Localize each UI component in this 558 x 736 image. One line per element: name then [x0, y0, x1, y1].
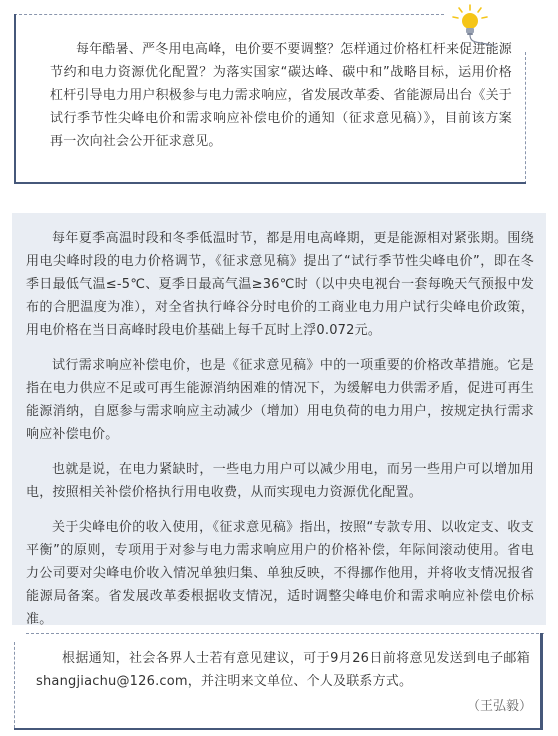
intro-paragraph: 每年酷暑、严冬用电高峰，电价要不要调整？怎样通过价格杠杆来促进能源节约和电力资源优化配置？为落实国家“碳达峰、碳中和”战略目标，运用价格杠杆引导电力用户积极参与电力需求响应，省发展改革委、省能源局出台《关于试行季节性尖峰电价和需求响应补偿电价的通知（征求意见稿）》，目前该方案再一次向社会公开征求意见。 [50, 42, 513, 149]
footer-paragraph: 根据通知，社会各界人士若有意见建议，可于9月26日前将意见发送到电子邮箱shangjiachu@126.com，并注明来文单位、个人及联系方式。 [36, 651, 530, 689]
lightbulb-icon [448, 4, 498, 54]
body-paragraph-4: 关于尖峰电价的收入使用，《征求意见稿》指出，按照“专款专用、以收定支、收支平衡”的原则，专项用于对参与电力需求响应用户的价格补偿，年际间滚动使用。省电力公司要对尖峰电价收入情况单独归集、单独反映，不得挪作他用，并将收支情况报省能源局备案。省发展改革委根据收支情况，适时调整尖峰电价和需求响应补偿电价标准。 [26, 520, 534, 627]
body-paragraph-2: 试行需求响应补偿电价，也是《征求意见稿》中的一项重要的价格改革措施。它是指在电力供应不足或可再生能源消纳困难的情况下，为缓解电力供需矛盾，促进可再生能源消纳，自愿参与需求响应主动减少（增加）用电负荷的电力用户，按规定执行需求响应补偿电价。 [26, 358, 534, 442]
main-content-panel [12, 213, 546, 625]
body-paragraph-3: 也就是说，在电力紧缺时，一些电力用户可以减少用电，而另一些用户可以增加用电，按照相关补偿价格执行用电收费，从而实现电力资源优化配置。 [26, 462, 534, 500]
author-credit: （王弘毅） [466, 699, 532, 714]
body-paragraph-1: 每年夏季高温时段和冬季低温时节，都是用电高峰期，更是能源相对紧张期。围绕用电尖峰时段的电力价格调节，《征求意见稿》提出了“试行季节性尖峰电价”，即在冬季日最低气温≤-5℃、夏季日最高气温≥36℃时（以中央电视台一套每晚天气预报中发布的合肥温度为准），对全省执行峰谷分时电价的工商业电力用户试行尖峰电价政策，用电价格在当日高峰时段电价基础上每千瓦时上浮0.072元。 [26, 231, 534, 338]
footer-box [14, 633, 544, 729]
